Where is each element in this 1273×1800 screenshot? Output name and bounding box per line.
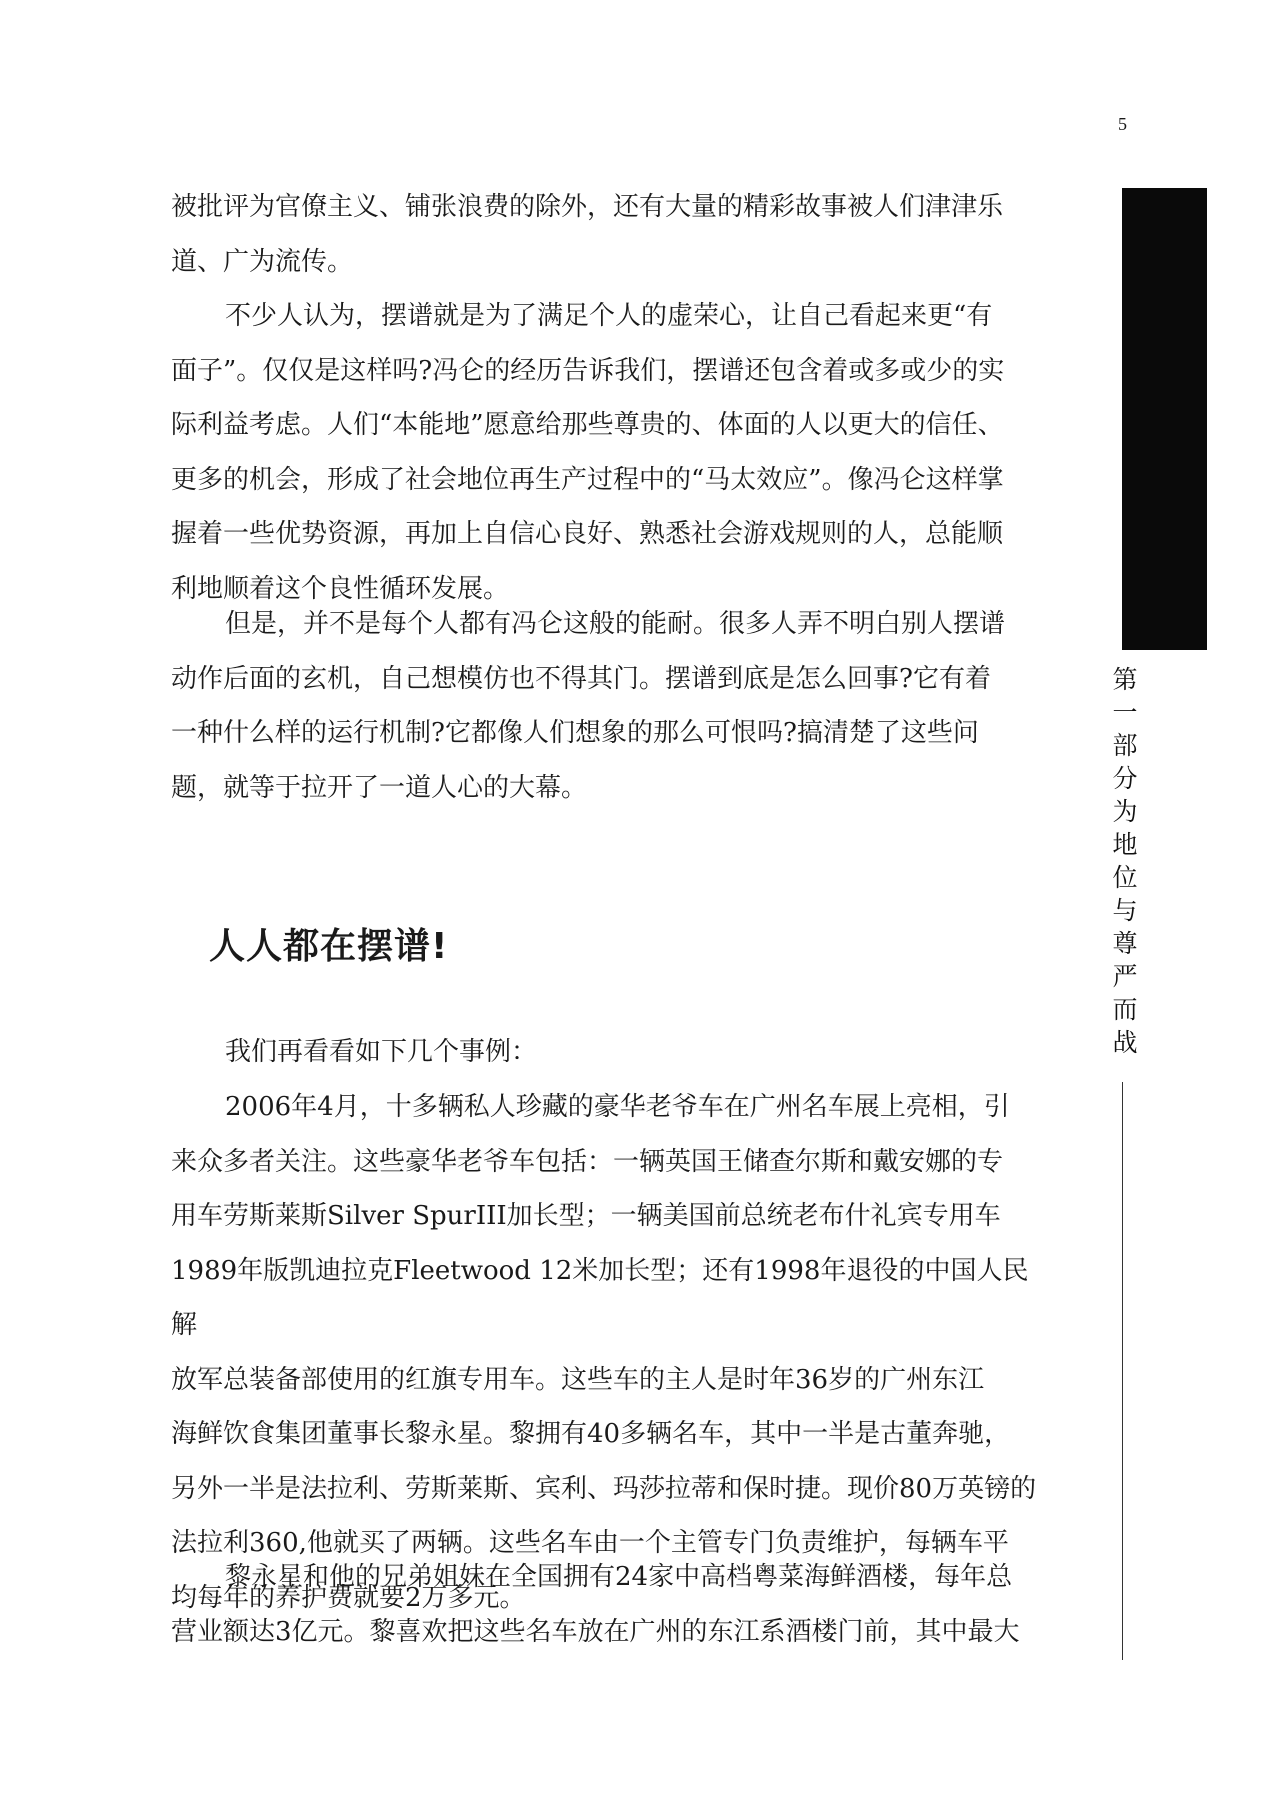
part-title-char: 第 xyxy=(1112,665,1138,694)
part-title-char: 部 xyxy=(1112,731,1138,760)
part-title-char: 为 xyxy=(1112,797,1138,826)
side-divider-line xyxy=(1122,1082,1123,1660)
part-title-char: 位 xyxy=(1112,863,1138,892)
part-title-char: 战 xyxy=(1112,1028,1138,1057)
paragraph-4: 我们再看看如下几个事例： xyxy=(225,1037,538,1067)
paragraph-1: 被批评为官僚主义、铺张浪费的除外，还有大量的精彩故事被人们津津乐 道、广为流传。 xyxy=(171,192,1004,277)
paragraph-5: 2006年4月，十多辆私人珍藏的豪华老爷车在广州名车展上亮相，引 来众多者关注。这些豪华老爷车包括：一辆英国王储查尔斯和戴安娜的专 用车劳斯莱斯Silver SpurIII加长型；一辆美国前总统老布什礼宾专用车 1989年版凯迪拉克Fleetwood 12米加长型；还有1998年退役的中国人民解 放军总装备部使用的红旗专用车。这些车的主人是时年36岁的广州东江 海鲜饮食集团董事长黎永星。黎拥有40多辆名车，其中一半是古董奔驰， 另外一半是法拉利、劳斯莱斯、宾利、玛莎拉蒂和保时捷。现价80万英镑的 法拉利360,他就买了两辆。这些名车由一个主管专门负责维护，每辆车平 均每年的养护费就要2万多元。 xyxy=(171,1092,1037,1613)
part-title-char: 地 xyxy=(1112,830,1138,859)
chapter-tab-marker xyxy=(1122,188,1207,650)
paragraph-2: 不少人认为，摆谱就是为了满足个人的虚荣心，让自己看起来更“有 面子”。仅仅是这样吗?冯仑的经历告诉我们，摆谱还包含着或多或少的实 际利益考虑。人们“本能地”愿意给那些尊贵的、体面的人以更大的信任、 更多的机会，形成了社会地位再生产过程中的“马太效应”。像冯仑这样掌 握着一些优势资源，再加上自信心良好、熟悉社会游戏规则的人，总能顺 利地顺着这个良性循环发展。 xyxy=(171,301,1005,604)
part-title-char: 尊 xyxy=(1112,929,1138,958)
part-title-char: 分 xyxy=(1112,764,1138,793)
part-title-char: 而 xyxy=(1112,995,1138,1024)
paragraph-6: 黎永星和他的兄弟姐妹在全国拥有24家中高档粤菜海鲜酒楼，每年总 营业额达3亿元。黎喜欢把这些名车放在广州的东江系酒楼门前，其中最大 xyxy=(171,1562,1020,1647)
part-title-char: 一 xyxy=(1112,698,1138,727)
part-title-char: 与 xyxy=(1112,896,1138,925)
part-title-char: 严 xyxy=(1112,962,1138,991)
paragraph-3: 但是，并不是每个人都有冯仑这般的能耐。很多人弄不明白别人摆谱 动作后面的玄机，自己想模仿也不得其门。摆谱到底是怎么回事?它有着 一种什么样的运行机制?它都像人们想象的那么可恨吗?搞清楚了这些问 题，就等于拉开了一道人心的大幕。 xyxy=(171,609,1006,803)
part-title-vertical xyxy=(1103,663,1147,1059)
section-heading: 人人都在摆谱! xyxy=(209,926,449,967)
page-number: 5 xyxy=(1118,114,1127,134)
